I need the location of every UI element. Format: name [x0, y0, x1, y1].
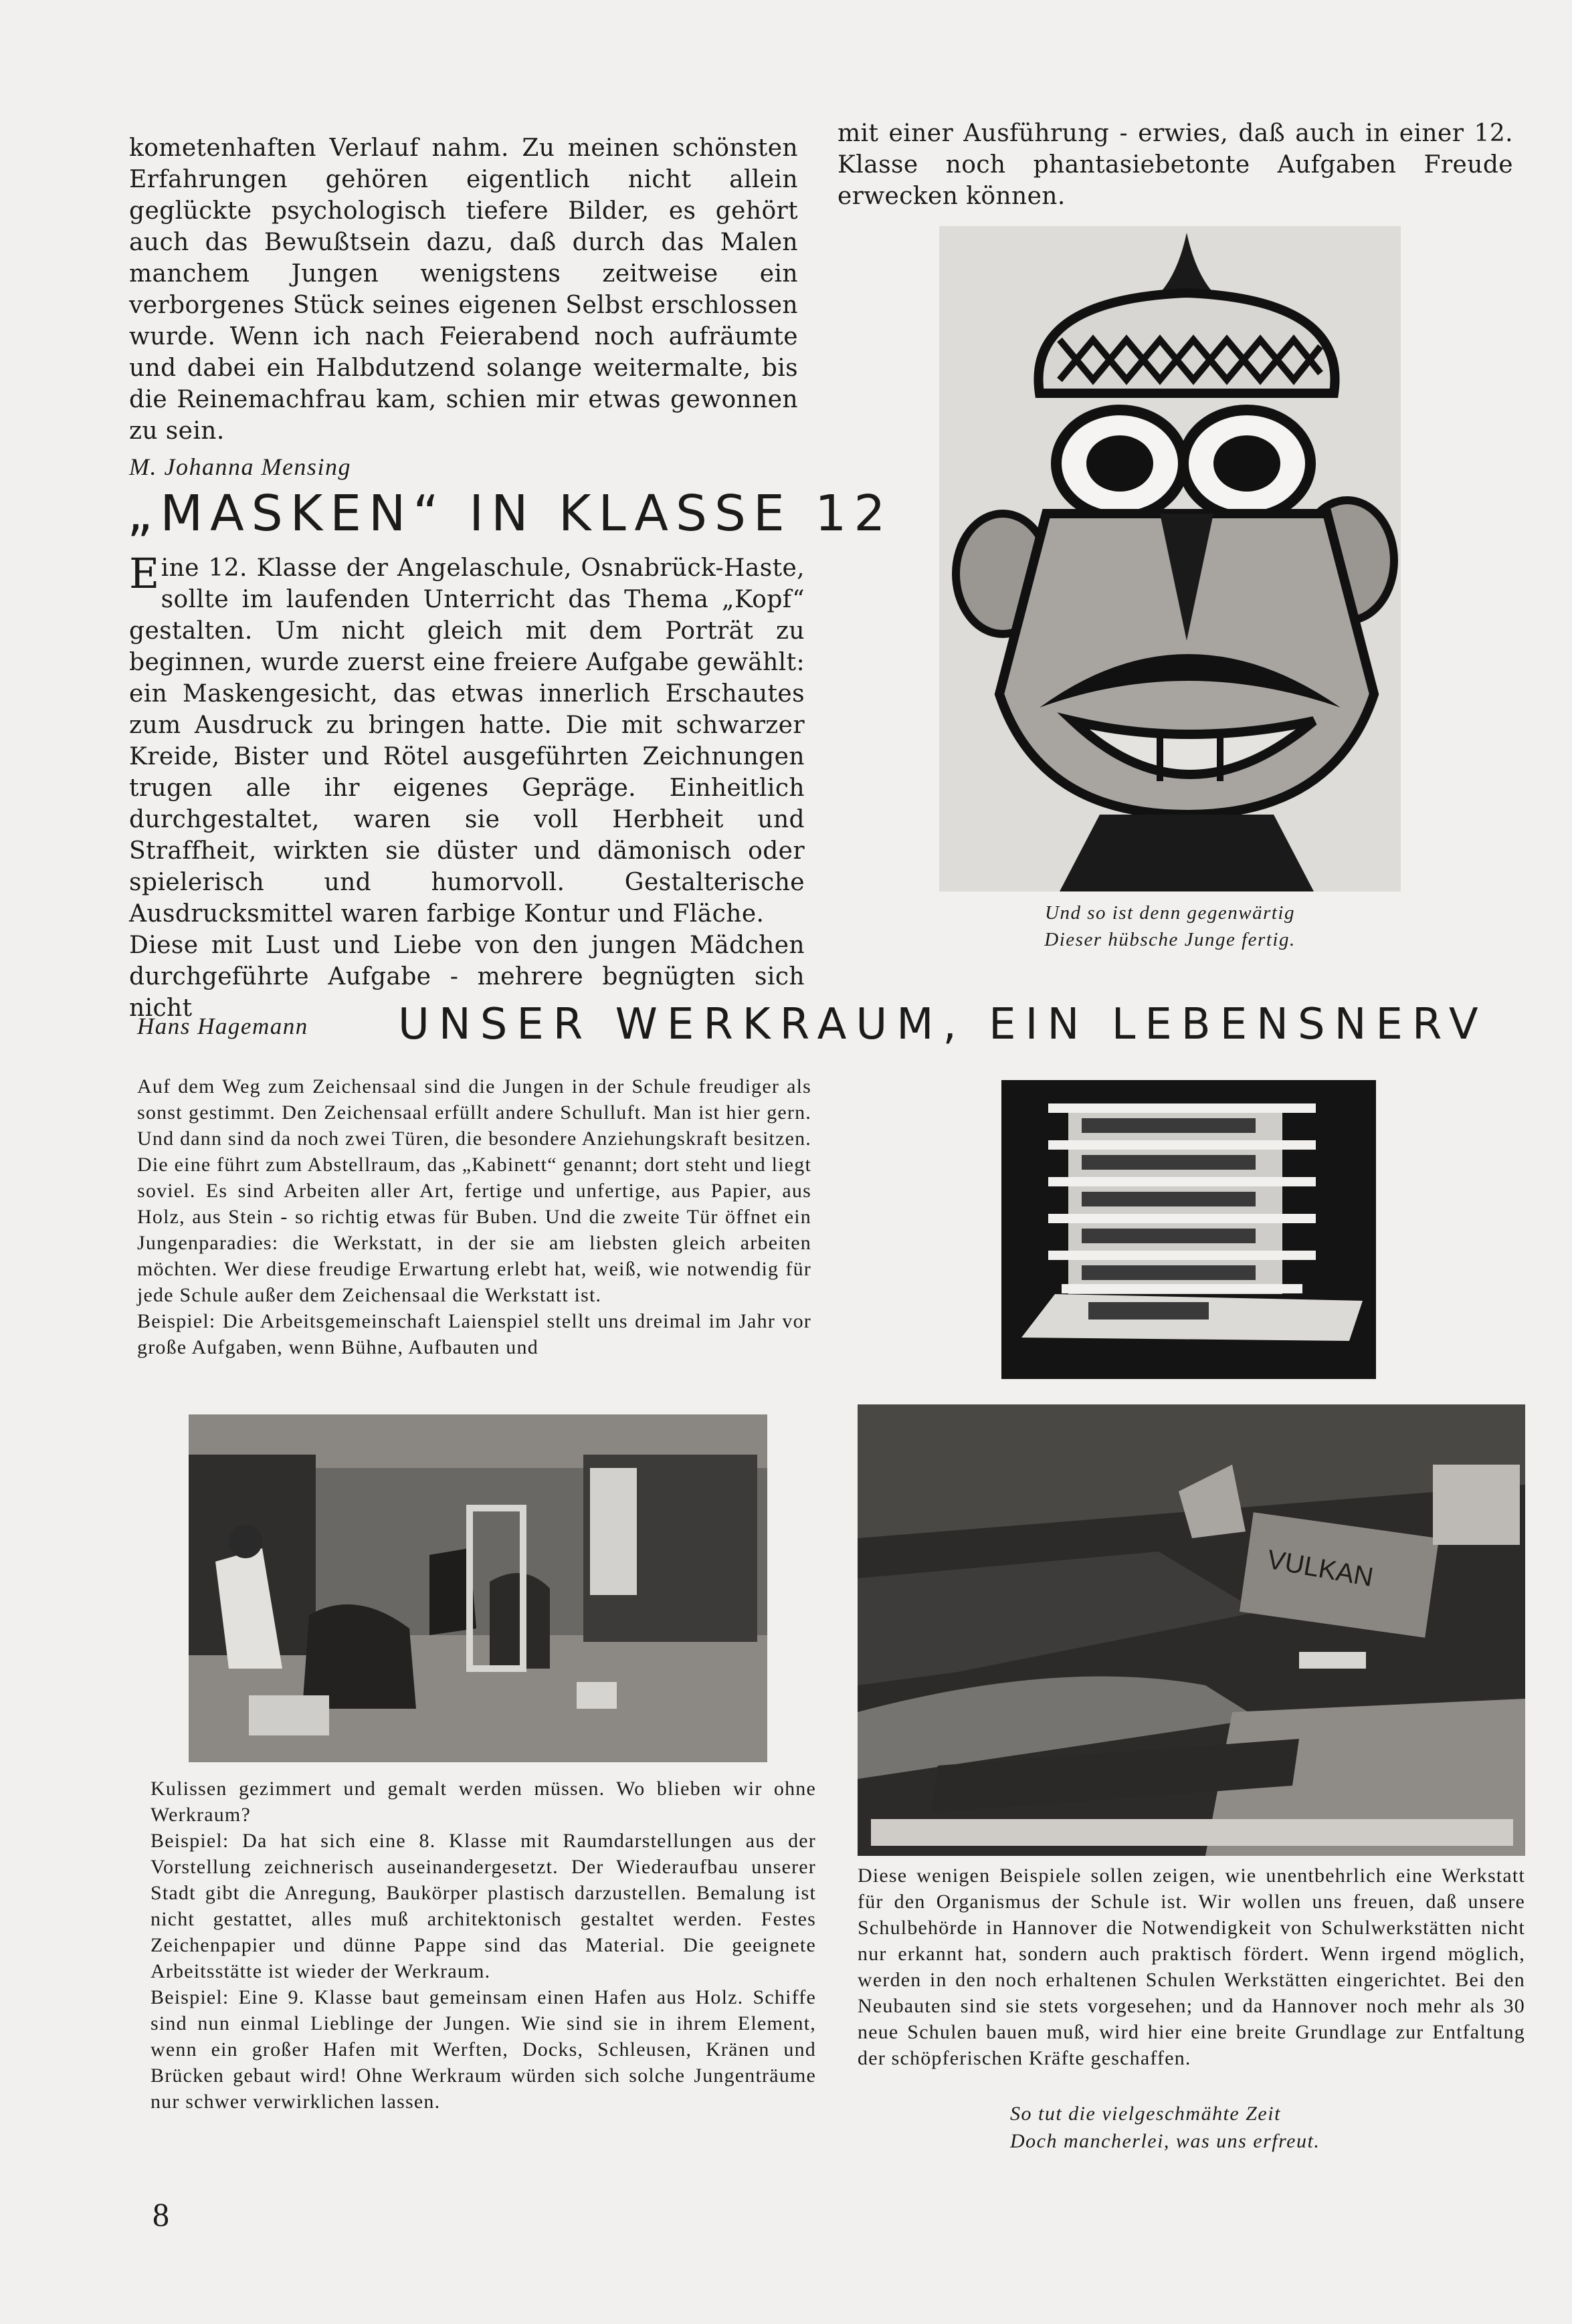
harbour-model-image: [858, 1404, 1525, 1856]
building-model-image: [1001, 1080, 1376, 1379]
article2-para6: Diese wenigen Beispiele sollen zeigen, wie unentbehrlich eine Werkstatt für den Organismus der Schule ist. Wir wollen uns freuen, daß unsere Schulbehörde in Hannover die Notwendigkeit von Schulwerkstätten nicht nur erkannt hat, sondern auch praktisch fördert. Wenn irgend möglich, werden in den noch erhaltenen Schulen Werkstätten eingerichtet. Bei den Neubauten sind sie stets vorgesehen; und da Hannover noch mehr als 30 neue Schulen bauen muß, wird hier eine breite Grundlage zur Entfaltung der schöpferischen Kräfte geschaffen.: [858, 1865, 1525, 2069]
mask-drawing-image: [939, 226, 1401, 891]
article1-body-text: ine 12. Klasse der Angelaschule, Osnabrück-Haste, sollte im laufenden Unterricht das Thema „Kopf“ gestalten. Um nicht gleich mit dem Porträt zu beginnen, wurde zuerst eine freiere Aufgabe gewählt: ein Maskengesicht, das etwas innerlich Erschautes zum Ausdruck zu bringen hatte. Die mit schwarzer Kreide, Bister und Rötel ausgeführten Zeichnungen trugen alle ihr eigenes Gepräge. Einheitlich durchgestaltet, waren sie voll Herbheit und Straffheit, wirkten sie düster und dämonisch oder spielerisch und humorvoll. Gestalterische Ausdrucksmittel waren farbige Kontur und Fläche.: [129, 554, 805, 928]
article2-para5: Beispiel: Eine 9. Klasse baut gemeinsam einen Hafen aus Holz. Schiffe sind nun einmal Lieblinge der Jungen. Wie sind sie in ihrem Element, wenn ein großer Hafen mit Werften, Docks, Schleusen, Kränen und Brücken gebaut wird! Ohne Werkraum würden sich solche Jungenträume nur schwer verwirklichen lassen.: [151, 1986, 816, 2113]
article1-body-continued: Diese mit Lust und Liebe von den jungen Mädchen durchgeführte Aufgabe - mehrere begnügten sich nicht: [129, 932, 805, 1022]
building-model-photo: [1001, 1080, 1376, 1379]
top-left-paragraph: kometenhaften Verlauf nahm. Zu meinen schönsten Erfahrungen gehören eigentlich nicht allein geglückte psychologisch tiefere Bilder, es gehört auch das Bewußtsein dazu, daß durch das Malen manchem Jungen wenigstens zeitweise ein verborgenes Stück seines eigenen Selbst erschlossen wurde. Wenn ich nach Feierabend noch aufräumte und dabei ein Halbdutzend solange weitermalte, bis die Reinemachfrau kam, schien mir etwas gewonnen zu sein.: [129, 134, 798, 445]
article2-lower-left: [151, 1776, 816, 2115]
article2-title: UNSER WERKRAUM, EIN LEBENSNERV: [398, 1000, 1488, 1049]
workshop-image: [189, 1414, 767, 1762]
mask-drawing: [939, 226, 1401, 891]
page-number: 8: [153, 2196, 169, 2233]
mask-caption: [939, 900, 1401, 953]
article1-author: M. Johanna Mensing: [129, 453, 351, 480]
article1-body: [129, 549, 805, 1024]
top-right-paragraph: mit einer Ausführung - erwies, daß auch in einer 12. Klasse noch phantasiebetonte Aufgaben Freude erwecken können.: [838, 120, 1513, 210]
drop-cap: E: [129, 549, 160, 598]
article2-para1: Auf dem Weg zum Zeichensaal sind die Jungen in der Schule freudiger als sonst gestimmt. Den Zeichensaal erfüllt andere Schulluft. Man ist hier gern. Und dann sind da noch zwei Türen, die besondere Anziehungskraft besitzen. Die eine führt zum Abstellraum, das „Kabinett“ genannt; dort steht und liegt soviel. Es sind Arbeiten aller Art, fertige und unfertige, aus Papier, aus Holz, aus Stein - so richtig etwas für Buben. Und die zweite Tür öffnet ein Jungenparadies: die Werkstatt, in der sie am liebsten gleich arbeiten möchten. Wer diese freudige Erwartung erlebt hat, weiß, wie notwendig für jede Schule außer dem Zeichensaal die Werkstatt ist.: [137, 1075, 811, 1306]
article2-para2: Beispiel: Die Arbeitsgemeinschaft Laienspiel stellt uns dreimal im Jahr vor große Aufgaben, wenn Bühne, Aufbauten und: [137, 1310, 811, 1358]
mask-caption-line2: Dieser hübsche Junge fertig.: [1044, 929, 1296, 950]
closing-verse-line1: So tut die vielgeschmähte Zeit: [1010, 2103, 1281, 2125]
article1-title: „MASKEN“ IN KLASSE 12: [127, 485, 893, 542]
closing-verse: [1010, 2100, 1478, 2155]
article2-intro: [137, 1073, 811, 1360]
ship-label: VULKAN: [1264, 1544, 1376, 1592]
workshop-photo: [189, 1414, 767, 1762]
article2-lower-right: [858, 1863, 1525, 2071]
article2-para3: Kulissen gezimmert und gemalt werden müssen. Wo blieben wir ohne Werkraum?: [151, 1778, 816, 1826]
closing-verse-line2: Doch mancherlei, was uns erfreut.: [1010, 2130, 1320, 2152]
harbour-model-photo: [858, 1404, 1525, 1856]
mask-caption-line1: Und so ist denn gegenwärtig: [1045, 902, 1295, 924]
article2-author: Hans Hagemann: [137, 1013, 308, 1039]
article2-para4: Beispiel: Da hat sich eine 8. Klasse mit Raumdarstellungen aus der Vorstellung zeichnerisch auseinandergesetzt. Der Wiederaufbau unserer Stadt gibt die Anregung, Baukörper plastisch darzustellen. Bemalung ist nicht gestattet, alles muß architektonisch gestaltet werden. Festes Zeichenpapier und dünne Pappe sind das Material. Die geeignete Arbeitsstätte ist wieder der Werkraum.: [151, 1830, 816, 1982]
